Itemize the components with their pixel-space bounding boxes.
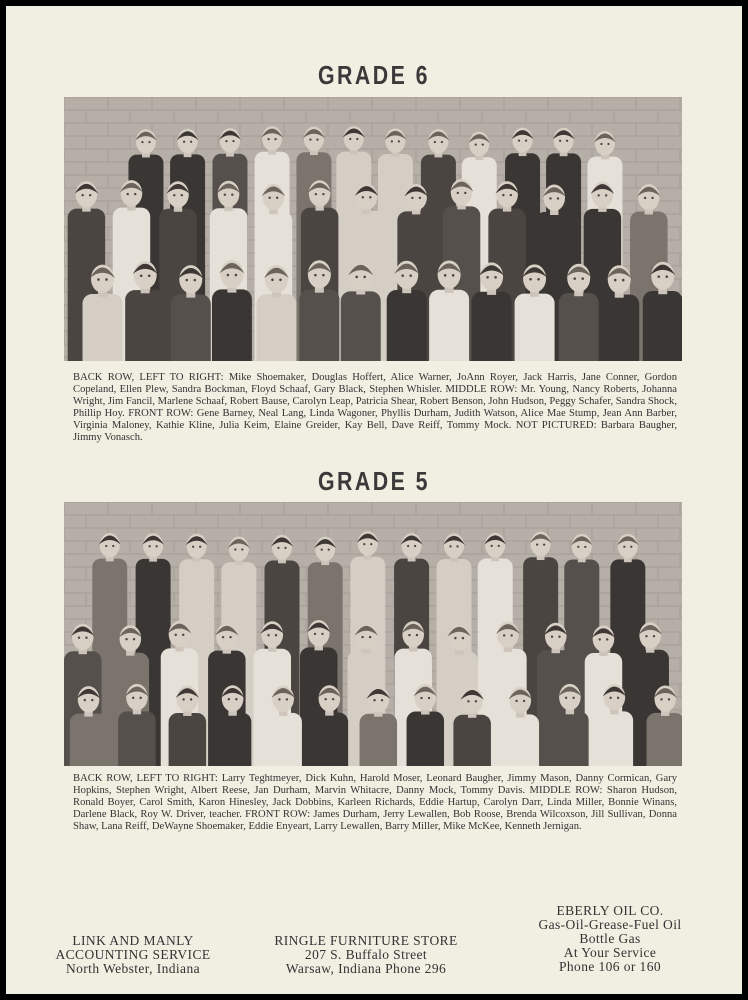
ad-line: 207 S. Buffalo Street — [304, 947, 428, 962]
ad-line: ACCOUNTING SERVICE — [55, 947, 211, 962]
ad-line: Bottle Gas — [579, 931, 641, 946]
grade-5-heading: GRADE 5 — [317, 466, 430, 496]
ad-line: At Your Service — [563, 945, 657, 960]
grade-5-caption: BACK ROW, LEFT TO RIGHT: Larry Teghtmeyer, Dick Kuhn, Harold Moser, Leonard Baugher, Jimmy Mason, Danny Cormican, Gary Hopkins, Stephen Wright, Albert Reese, Jan Durham, Marvin Whitacre, Danny Mock, Tommy Davis. MIDDLE ROW: Sharon Hudson, Ronald Boyer, Carol Smith, Karon Hinesley, Jack Dobbins, Karleen Richards, Eddie Hartup, Carolyn Darr, Linda Miller, Bonnie Winans, Darlene Black, Roy W. Driver, teacher. FRONT ROW: James Durham, Jerry Lewallen, Bob Roose, Brenda Wilcoxson, Jill Sullivan, Donna Shaw, Lana Reiff, DeWayne Shoemaker, Eddie Enyeart, Larry Lewallen, Barry Miller, Mike McKee, Kenneth Jernigan. — [73, 773, 677, 833]
grade-5-class-photo — [64, 502, 682, 766]
grade-6-caption: BACK ROW, LEFT TO RIGHT: Mike Shoemaker, Douglas Hoffert, Alice Warner, JoAnn Royer, Jack Harris, Jane Conner, Gordon Copeland, Ellen Plew, Sandra Bockman, Floyd Schaaf, Gary Black, Stephen Whisler. MIDDLE ROW: Mr. Young, Nancy Roberts, Johanna Wright, Jim Fancil, Marlene Schaaf, Robert Bause, Carolyn Leap, Patricia Shear, Robert Benson, John Hudson, Peggy Schafer, Sandra Shock, Phillip Hoy. FRONT ROW: Gene Barney, Neal Lang, Linda Wagoner, Phyllis Durham, Judith Watson, Alice Mae Stump, Jean Ann Barber, Virginia Maloney, Kathie Kline, Julia Keim, Elaine Greider, Kay Bell, Dave Reiff, Tommy Mock. NOT PICTURED: Barbara Baugher, Jimmy Vonasch. — [73, 372, 677, 444]
grade-6-class-photo — [64, 97, 682, 361]
grade-6-heading: GRADE 6 — [317, 60, 430, 90]
ad-line: North Webster, Indiana — [65, 961, 200, 976]
ad-ringle-furniture — [240, 934, 492, 976]
ad-line: RINGLE FURNITURE STORE — [274, 933, 458, 948]
ad-line: EBERLY OIL CO. — [556, 903, 664, 918]
ad-line: Warsaw, Indiana Phone 296 — [285, 961, 447, 976]
ad-line: Gas-Oil-Grease-Fuel Oil — [538, 917, 682, 932]
ad-line: LINK AND MANLY — [72, 933, 194, 948]
ad-eberly-oil — [494, 904, 726, 974]
ad-line: Phone 106 or 160 — [558, 959, 662, 974]
ad-link-and-manly — [20, 934, 246, 976]
yearbook-page — [6, 6, 742, 994]
